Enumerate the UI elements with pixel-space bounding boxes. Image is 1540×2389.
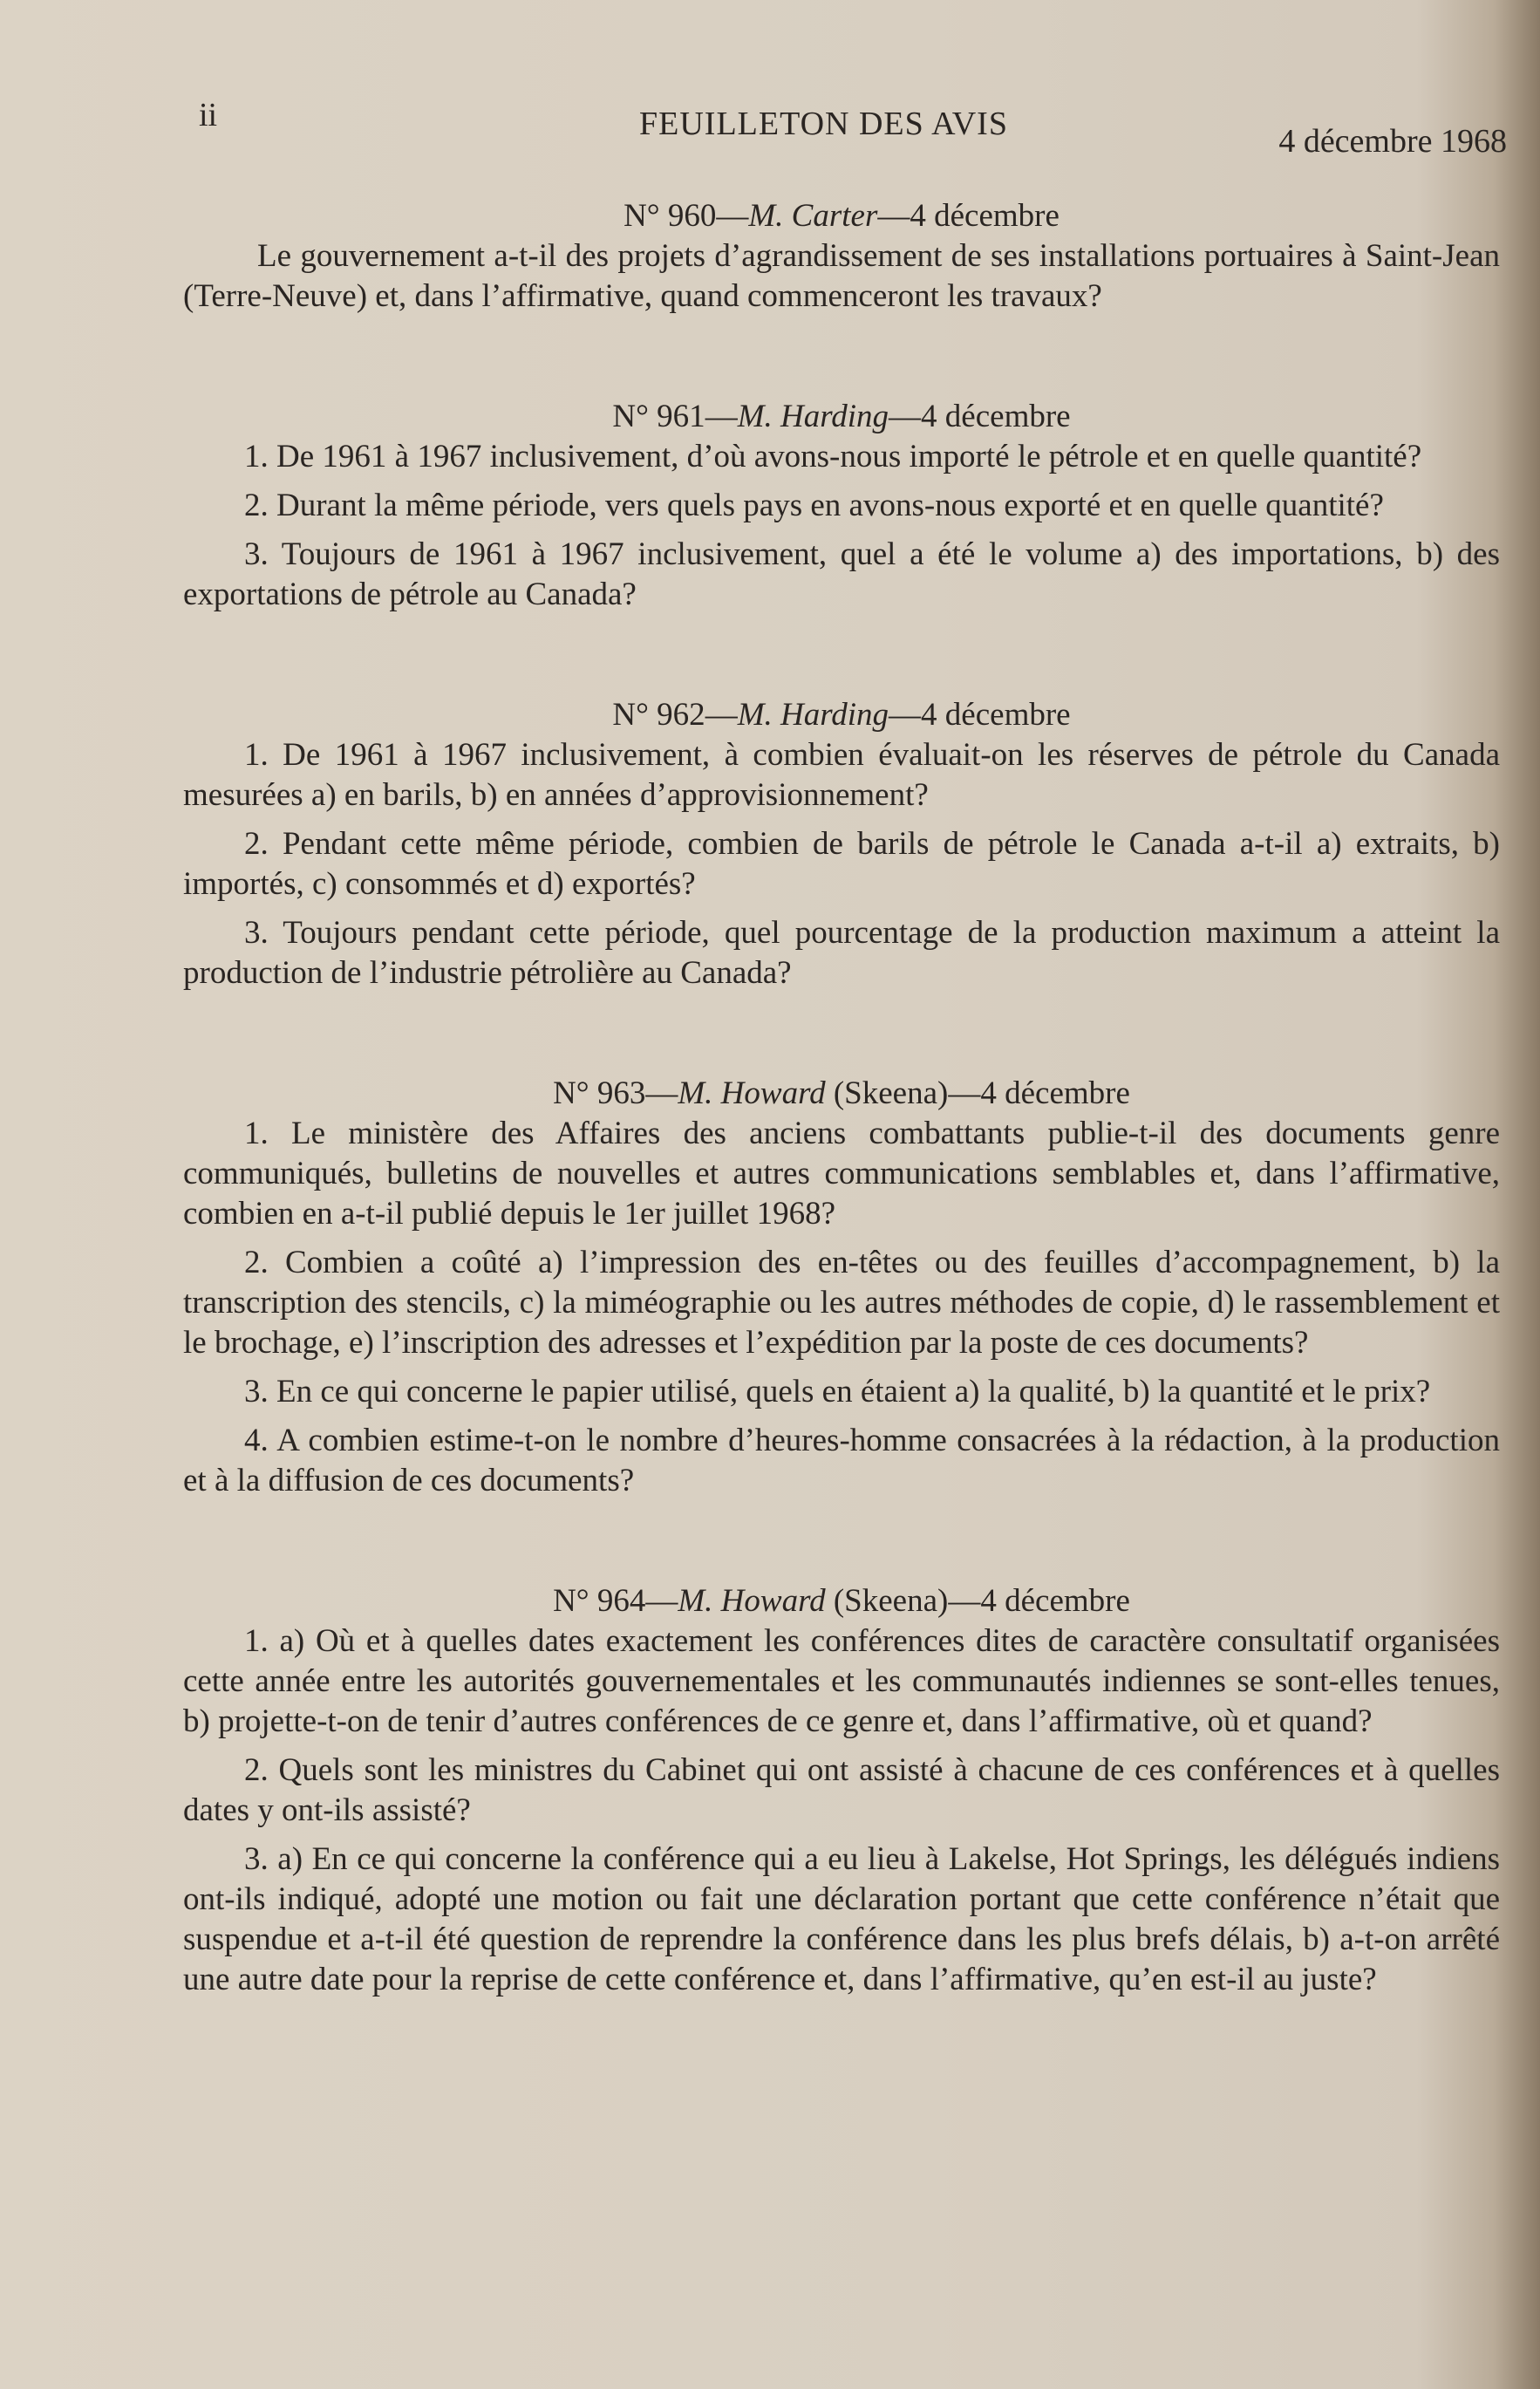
question-paragraph: 4. A combien estime-t-on le nombre d’heures-homme consacrées à la rédaction, à la production et à la diffusion de ces documents? <box>183 1423 1500 1498</box>
question-heading: N° 964—M. Howard (Skeena)—4 décembre <box>553 1583 1130 1619</box>
question-964 <box>183 1581 1500 2000</box>
question-number: N° 963 <box>553 1075 646 1111</box>
page-number: ii <box>199 97 218 133</box>
question-962 <box>183 695 1500 993</box>
question-riding: (Skeena) <box>833 1075 949 1111</box>
question-paragraph: 3. Toujours pendant cette période, quel pourcentage de la production maximum a atteint la production de l’industrie pétrolière au Canada? <box>183 915 1500 991</box>
question-paragraph: 3. En ce qui concerne le papier utilisé, quels en étaient a) la qualité, b) la quantité et le prix? <box>244 1374 1431 1410</box>
question-heading: N° 961—M. Harding—4 décembre <box>612 399 1071 434</box>
question-960 <box>183 196 1500 317</box>
question-paragraph: 1. De 1961 à 1967 inclusivement, d’où avons-nous importé le pétrole et en quelle quantité? <box>244 439 1422 474</box>
question-paragraph: 1. De 1961 à 1967 inclusivement, à combien évaluait-on les réserves de pétrole du Canada mesurées a) en barils, b) en années d’approvisionnement? <box>183 737 1500 813</box>
question-date: 4 décembre <box>980 1583 1130 1619</box>
page-header <box>199 96 1507 160</box>
question-paragraph: 1. Le ministère des Affaires des anciens combattants publie-t-il des documents genre communiqués, bulletins de nouvelles et autres communications semblables et, dans l’affirmative, combien en a-t-il publié depuis le 1er juillet 1968? <box>183 1116 1500 1232</box>
question-paragraph: 1. a) Où et à quelles dates exactement les conférences dites de caractère consultatif organisées cette année entre les autorités gouvernementales et les communautés indiennes se sont-elles tenues, b) projette-t-on de tenir d’autres conférences de ce genre et, dans l’affirmative, où et quand? <box>183 1623 1500 1739</box>
question-heading: N° 962—M. Harding—4 décembre <box>612 697 1071 733</box>
header-date: 4 décembre 1968 <box>1278 123 1507 160</box>
questions-list <box>183 196 1500 2080</box>
question-paragraph: 3. Toujours de 1961 à 1967 inclusivement, quel a été le volume a) des importations, b) des exportations de pétrole au Canada? <box>183 536 1500 612</box>
question-member: M. Harding <box>737 399 889 434</box>
question-member: M. Howard <box>678 1583 826 1619</box>
question-number: N° 964 <box>553 1583 646 1619</box>
question-date: 4 décembre <box>980 1075 1130 1111</box>
question-heading: N° 963—M. Howard (Skeena)—4 décembre <box>553 1075 1130 1111</box>
question-number: N° 962 <box>612 697 705 733</box>
question-paragraph: 2. Pendant cette même période, combien de barils de pétrole le Canada a-t-il a) extraits, b) importés, c) consommés et d) exportés? <box>183 826 1500 902</box>
question-961 <box>183 397 1500 615</box>
question-member: M. Harding <box>737 697 889 733</box>
question-riding: (Skeena) <box>833 1583 949 1619</box>
question-date: 4 décembre <box>921 697 1071 733</box>
question-date: 4 décembre <box>910 198 1060 234</box>
question-paragraph: Le gouvernement a-t-il des projets d’agrandissement de ses installations portuaires à Saint-Jean (Terre-Neuve) et, dans l’affirmative, quand commenceront les travaux? <box>183 238 1500 314</box>
running-title: FEUILLETON DES AVIS <box>639 106 1008 142</box>
question-number: N° 961 <box>612 399 705 434</box>
question-date: 4 décembre <box>921 399 1071 434</box>
question-member: M. Carter <box>748 198 878 234</box>
question-number: N° 960 <box>623 198 717 234</box>
question-paragraph: 2. Durant la même période, vers quels pays en avons-nous exporté et en quelle quantité? <box>244 488 1384 523</box>
question-paragraph: 2. Quels sont les ministres du Cabinet qui ont assisté à chacune de ces conférences et à quelles dates y ont-ils assisté? <box>183 1752 1500 1828</box>
question-member: M. Howard <box>678 1075 826 1111</box>
question-paragraph: 2. Combien a coûté a) l’impression des en-têtes ou des feuilles d’accompagnement, b) la transcription des stencils, c) la miméographie ou les autres méthodes de copie, d) le rassemblement et le brochage, e) l’inscription des adresses et l’expédition par la poste de ces documents? <box>183 1245 1500 1361</box>
question-heading: N° 960—M. Carter—4 décembre <box>623 198 1060 234</box>
question-paragraph: 3. a) En ce qui concerne la conférence qui a eu lieu à Lakelse, Hot Springs, les délégués indiens ont-ils indiqué, adopté une motion ou fait une déclaration portant que cette conférence n’était que suspendue et a-t-il été question de reprendre la conférence dans les plus brefs délais, b) a-t-on arrêté une autre date pour la reprise de cette conférence et, dans l’affirmative, qu’en est-il au juste? <box>183 1841 1500 1997</box>
question-963 <box>183 1074 1500 1501</box>
